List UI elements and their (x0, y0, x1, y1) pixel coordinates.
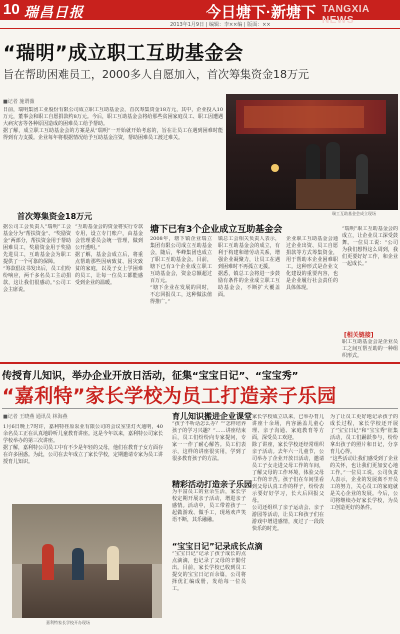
page-number: 10 (3, 1, 20, 18)
story1-headline: “瑞明”成立职工互助基金会 (3, 42, 244, 64)
story2-headline: “嘉利特”家长学校为员工打造亲子乐园 (2, 385, 337, 407)
story2-column: 为丰富员工的业余生活，家长学校定期开展亲子活动，增进亲子感情。活动中，员工带着孩子一起做游戏、做手工，现场欢声笑语不断，其乐融融。 (172, 489, 246, 523)
story2-photo-caption: 嘉利特家长学校开办现场 (46, 620, 90, 625)
story1-photo-caption: 瑞工互助基金会成立现场 (332, 211, 376, 216)
issue-info: 2013年1月9日 | 编辑：李××编 | 版面：×× (170, 22, 271, 28)
story2-pre-headline: 传授育儿知识，举办企业开放日活动，征集“宝宝日记”、“宝宝秀” (2, 371, 299, 382)
story2-byline: ■记者 王晓燕 通讯员 林海燕 (3, 414, 68, 420)
story1-subheadline: 旨在帮助困难员工，2000多人自愿加入，首次筹集资金18万元 (3, 68, 309, 81)
story2-lede: 1月6日晚上7时许，嘉利特荏原泵业有限公司的会议室里灯火通明，40余名员工正在认真地聆听儿童教育讲座。这是今年以来，嘉利特公司家长学校举办的第三次讲座。 据了解，嘉利特公司员工中有不少是年轻的父母，他们在教育子女方面存在许多困惑。为此，公司在去年成立了家长学校，定期邀请专家为员工讲授育儿知识。 (3, 424, 163, 465)
story1-column: 据公司工会负责人“瑞明”工会基金分为“帮扶资金”、“奖励资金”两部分，帮扶资金用于帮助困难员工，奖励资金用于奖励先进员工，互助基金会为职工提供了一个可靠的保障。 “筹款倡议书发出后，员工们纷纷响应，两千多名员工主动捐款，这让我们很感动。”公司工会主席说。 (3, 224, 71, 293)
story2-column: “孩子不听话怎么办？”“怎样培养孩子的学习兴趣？”……讲座结束后，员工们纷纷向专家提问，专家一一作了耐心解答。员工们表示，这样的讲座很实用，学到了很多教育孩子的方法。 (172, 421, 246, 462)
headline-rule (2, 408, 398, 409)
section-pinyin: TANGXIA NEWS (322, 4, 370, 26)
related-link-heading: [相关链接] (344, 332, 374, 339)
story2-subhead-diary: “宝宝日记”记录成长点滴 (172, 542, 263, 551)
story1-lede: 日前，瑞明集团工业股份有限公司成立职工互助基金会，首次筹集资金18万元，其中，企业投入10万元，董事会和职工自愿捐款约8万元。今后，职工互助基金会将给那些贫困家庭员工、职工因遭遇大病灾害等各种原因造成的困难员工给予帮助。 据了解，成立职工互助基金会的方案是从“瑞明”一开始就开始考虑的，旨在让员工在遇到困难时能得到有力支援。企业每年将根据情况给予互助基金注资，帮助困难员工渡过难关。 (3, 107, 223, 141)
story1-subhead-funds: 首次筹集资金18万元 (17, 212, 93, 221)
story1-byline: ■记者 施谓薇 (3, 99, 35, 105)
story1-column: “互助基金会的资金将实行专款专用，设立专门账户，由基金会管理委员会统一管理，做到公开透明。” 据了解，基金会成立后，将重点帮助那些因病致贫、因灾致贫的家庭，以及子女上学困难的员工，让每一位员工都能感受到企业的温暖。 (75, 224, 143, 286)
story2-subhead-activities: 精彩活动打造亲子乐园 (172, 480, 252, 489)
top-rule (0, 28, 400, 29)
story1-subhead-enterprises: 塘下已有3个企业成立互助基金会 (150, 225, 283, 235)
story1-column: “瑞明”职工互助基金会的成立，让企业员工深受鼓舞。一位员工说：“公司为我们想得这么周到，我们更要好好工作，和企业一起成长。” (342, 226, 398, 267)
story1-column: 2008年，塘下镇企业瑞立集团有限公司成立互助基金会，随后，华峰集团也成立了职工互助基金会。目前，塘下已有3个企业成立职工互助基金会，资金总额超过百万元。 “塘下企业在发展的同时，不忘回报员工，这种做法值得推广。” (150, 236, 212, 305)
section-title: 今日塘下·新塘下 (206, 4, 316, 21)
story2-column: 家长学校成立以来，已举办育儿讲座十余场，内容涵盖儿童心理、亲子沟通、家庭教育等方面，深受员工欢迎。 除了讲座，家长学校还经常组织亲子活动。去年六一儿童节，公司举办了企业开放日活动，邀请员工子女走进父母工作的车间，了解父母的工作环境，体验父母工作的辛苦。孩子们在车间里看到父母认真工作的样子，纷纷表示要好好学习，长大后回报父母。 公司还组织了亲子运动会、亲子游园等活动，让员工和孩子们在游戏中增进感情，度过了一段段快乐的时光。 (252, 414, 324, 532)
paper-name-logo: 瑞昌日报 (24, 6, 84, 21)
story2-column: “宝宝日记”记录了孩子成长的点点滴滴，也记录了父母的辛勤付出。目前，家长学校已收到员工提交的宝宝日记百余篇，公司将择优汇编成册，发给每一位员工。 (172, 551, 246, 592)
story-divider (0, 362, 400, 364)
story2-column: 为了让员工更好地记录孩子的成长过程，家长学校还开展了“宝宝日记”和“宝宝秀”征集活动，员工们踊跃参与，纷纷拿出孩子的照片和日记，分享育儿心得。 “这些活动让我们感受到了企业的关怀，也让我们更加安心地工作。”一位员工说。公司负责人表示，企业的发展离不开员工的努力，关心员工的家庭就是关心企业的发展。今后，公司将继续办好家长学校，为员工创造更好的条件。 (330, 414, 398, 511)
related-link-body: 职工互助基金会是企业员工之间互帮互助的一种组织形式。 (342, 339, 398, 359)
story2-photo (12, 504, 162, 618)
story1-column: 企业职工互助基金会通过企业出资、员工自愿捐款等方式筹集资金，用于帮助本企业困难职工。这种形式是企业文化建设的重要内容，也是企业履行社会责任的具体体现。 (286, 236, 338, 291)
story1-column: 镇总工会相关负责人表示，职工互助基金会的成立，有利于构建和谐劳动关系，增强企业凝聚力，让员工在遇到困难时不再孤立无援。 据悉，镇总工会将进一步鼓励有条件的企业成立职工互助基金会，不断扩大覆盖面。 (218, 236, 280, 298)
story1-photo (226, 94, 398, 210)
story2-subhead-parenting: 育儿知识搬进企业课堂 (172, 412, 252, 421)
